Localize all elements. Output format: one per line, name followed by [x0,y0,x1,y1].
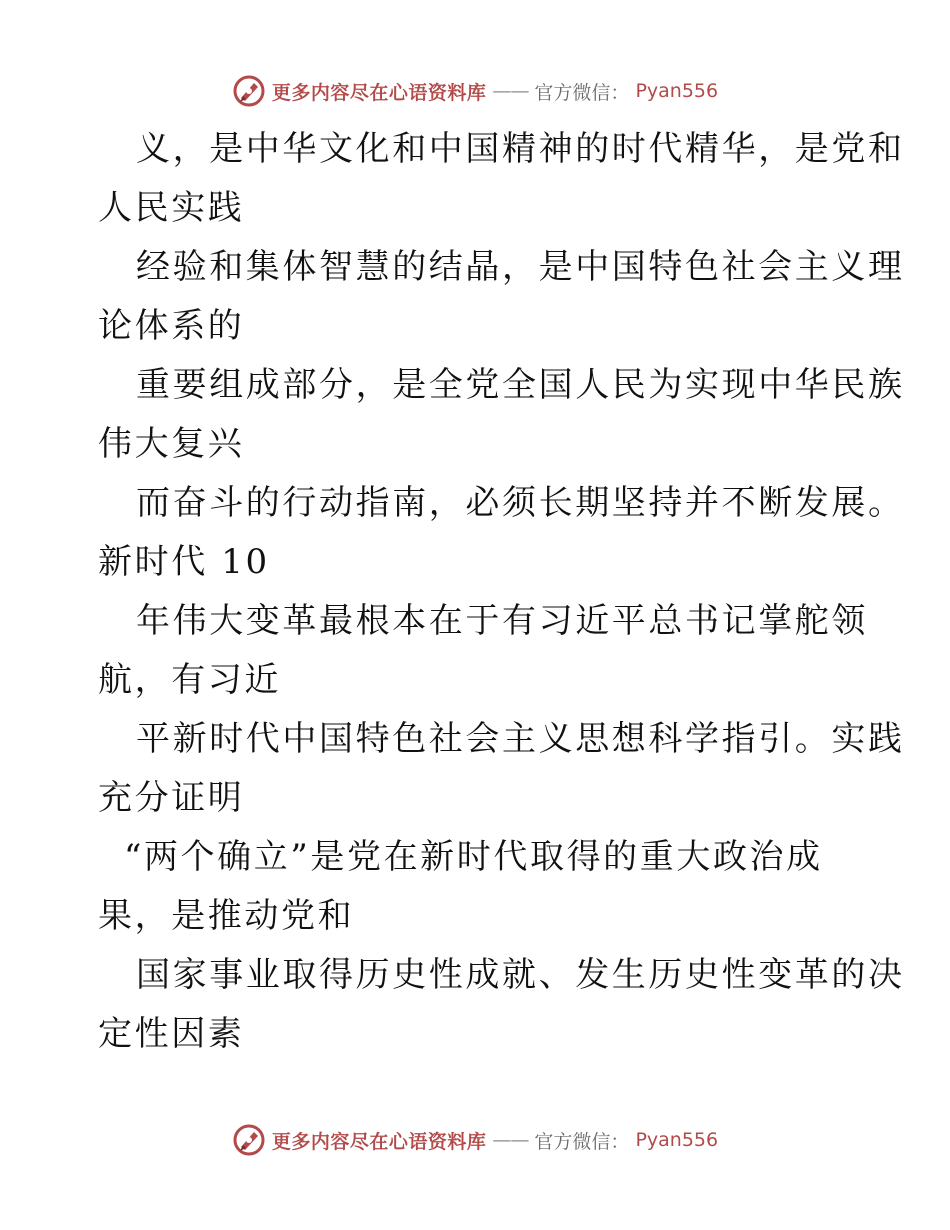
text-line: 义，是中华文化和中国精神的时代精华，是党和 [136,129,905,169]
header-watermark-text: 更多内容尽在心语资料库 [271,81,487,104]
text-line: 而奋斗的行动指南，必须长期坚持并不断发展。 [136,483,905,523]
footer-wechat-label: 官方微信： [534,1130,630,1153]
footer-watermark-dash: —— [492,1129,529,1151]
text-line: 平新时代中国特色社会主义思想科学指引。实践 [136,719,905,759]
paragraph [98,120,905,238]
paragraph [98,828,858,946]
footer-watermark-text: 更多内容尽在心语资料库 [271,1130,487,1153]
text-line: 论体系的 [98,306,245,346]
text-line: 年伟大变革最根本在于有习近平总书记掌舵领 [136,601,868,641]
text-line: 定性因素 [98,1014,245,1054]
text-line: 充分证明 [98,778,245,818]
text-line: 国家事业取得历史性成就、发生历史性变革的决 [136,955,905,995]
paragraph [98,946,905,1064]
text-line: 人民实践 [98,188,245,228]
header-wechat-account: Pyan556 [635,80,719,102]
paragraph [98,710,905,828]
text-line: “两个确立”是党在新时代取得的重大政治成 [124,837,823,877]
text-line: 经验和集体智慧的结晶，是中国特色社会主义理 [136,247,905,287]
text-line: 新时代 10 [98,542,270,582]
footer-wechat-account: Pyan556 [635,1129,719,1151]
pen-logo-icon [232,1123,266,1157]
footer-watermark [0,1120,950,1160]
document-body [98,120,905,1064]
paragraph [98,356,905,474]
header-wechat-label: 官方微信： [534,81,630,104]
text-line: 伟大复兴 [98,424,245,464]
paragraph [98,474,905,592]
header-watermark [0,71,950,111]
header-watermark-dash: —— [492,80,529,102]
text-line: 重要组成部分，是全党全国人民为实现中华民族 [136,365,905,405]
paragraph [98,238,905,356]
paragraph [98,592,868,710]
pen-logo-icon [232,74,266,108]
text-line: 航，有习近 [98,660,281,700]
text-line: 果，是推动党和 [98,896,355,936]
